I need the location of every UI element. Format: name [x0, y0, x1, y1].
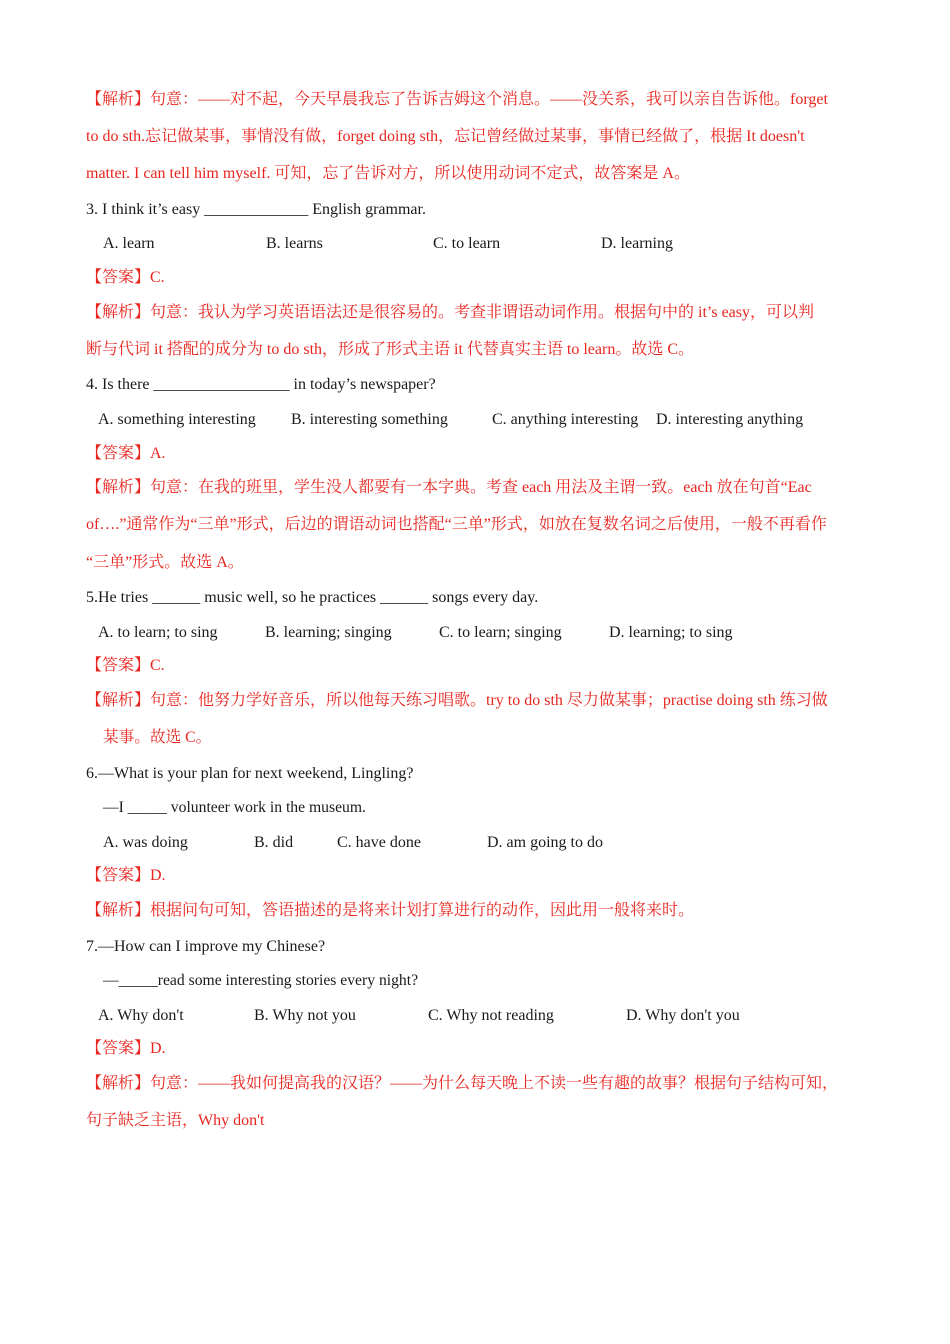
- answer-label: 【答案】D.: [86, 1040, 166, 1057]
- analysis-line: 【解析】句意：——我如何提高我的汉语？——为什么每天晚上不读一些有趣的故事？根据句子结构可知，: [86, 1075, 839, 1092]
- option-b: B. interesting something: [291, 411, 448, 428]
- analysis-line: 【解析】句意：他努力学好音乐，所以他每天练习唱歌。try to do sth 尽力做某事；practise doing sth 练习做: [86, 692, 828, 709]
- question-6-response: —I _____ volunteer work in the museum.: [103, 799, 366, 816]
- analysis-line: 【解析】根据问句可知，答语描述的是将来计划打算进行的动作，因此用一般将来时。: [86, 902, 695, 919]
- option-a: A. learn: [103, 235, 155, 252]
- answer-label: 【答案】C.: [86, 269, 165, 286]
- option-d: D. learning; to sing: [609, 624, 733, 641]
- option-a: A. to learn; to sing: [98, 624, 218, 641]
- option-a: A. was doing: [103, 834, 188, 851]
- question-7: 7.—How can I improve my Chinese?: [86, 938, 326, 955]
- analysis-line: of….”通常作为“三单”形式，后边的谓语动词也搭配“三单”形式，如放在复数名词之后使用，一般不再看作: [86, 516, 827, 533]
- analysis-line: “三单”形式。故选 A。: [86, 554, 244, 571]
- question-3: 3. I think it’s easy _____________ English grammar.: [86, 201, 426, 218]
- question-6: 6.—What is your plan for next weekend, Lingling?: [86, 765, 414, 782]
- answer-label: 【答案】D.: [86, 867, 166, 884]
- option-a: A. something interesting: [98, 411, 256, 428]
- analysis-line: matter. I can tell him myself. 可知，忘了告诉对方，所以使用动词不定式，故答案是 A。: [86, 165, 690, 182]
- analysis-line: 句子缺乏主语，Why don't: [86, 1112, 265, 1129]
- answer-label: 【答案】A.: [86, 445, 166, 462]
- option-d: D. learning: [601, 235, 673, 252]
- option-c: C. have done: [337, 834, 421, 851]
- option-d: D. am going to do: [487, 834, 603, 851]
- analysis-line: 【解析】句意：在我的班里，学生没人都要有一本字典。考查 each 用法及主谓一致。each 放在句首“Eac: [86, 479, 812, 496]
- question-5: 5.He tries ______ music well, so he practices ______ songs every day.: [86, 589, 539, 606]
- option-b: B. learning; singing: [265, 624, 392, 641]
- question-4: 4. Is there _________________ in today’s newspaper?: [86, 376, 436, 393]
- option-b: B. did: [254, 834, 294, 851]
- option-d: D. Why don't you: [626, 1007, 740, 1024]
- option-c: C. Why not reading: [428, 1007, 554, 1024]
- analysis-line: 某事。故选 C。: [103, 729, 212, 746]
- option-d: D. interesting anything: [656, 411, 804, 428]
- analysis-line: 【解析】句意：我认为学习英语语法还是很容易的。考查非谓语动词作用。根据句中的 it’s easy，可以判: [86, 304, 814, 321]
- option-c: C. to learn: [433, 235, 501, 252]
- option-c: C. anything interesting: [492, 411, 639, 428]
- option-b: B. Why not you: [254, 1007, 356, 1024]
- analysis-line: 【解析】句意：——对不起，今天早晨我忘了告诉吉姆这个消息。——没关系，我可以亲自告诉他。forget: [86, 91, 828, 108]
- question-7-response: —_____read some interesting stories every night?: [103, 972, 419, 989]
- analysis-line: to do sth.忘记做某事，事情没有做，forget doing sth，忘记曾经做过某事，事情已经做了，根据 It doesn't: [86, 128, 805, 145]
- option-a: A. Why don't: [98, 1007, 184, 1024]
- option-c: C. to learn; singing: [439, 624, 562, 641]
- analysis-line: 断与代词 it 搭配的成分为 to do sth，形成了形式主语 it 代替真实主语 to learn。故选 C。: [86, 341, 694, 358]
- option-b: B. learns: [266, 235, 323, 252]
- answer-label: 【答案】C.: [86, 657, 165, 674]
